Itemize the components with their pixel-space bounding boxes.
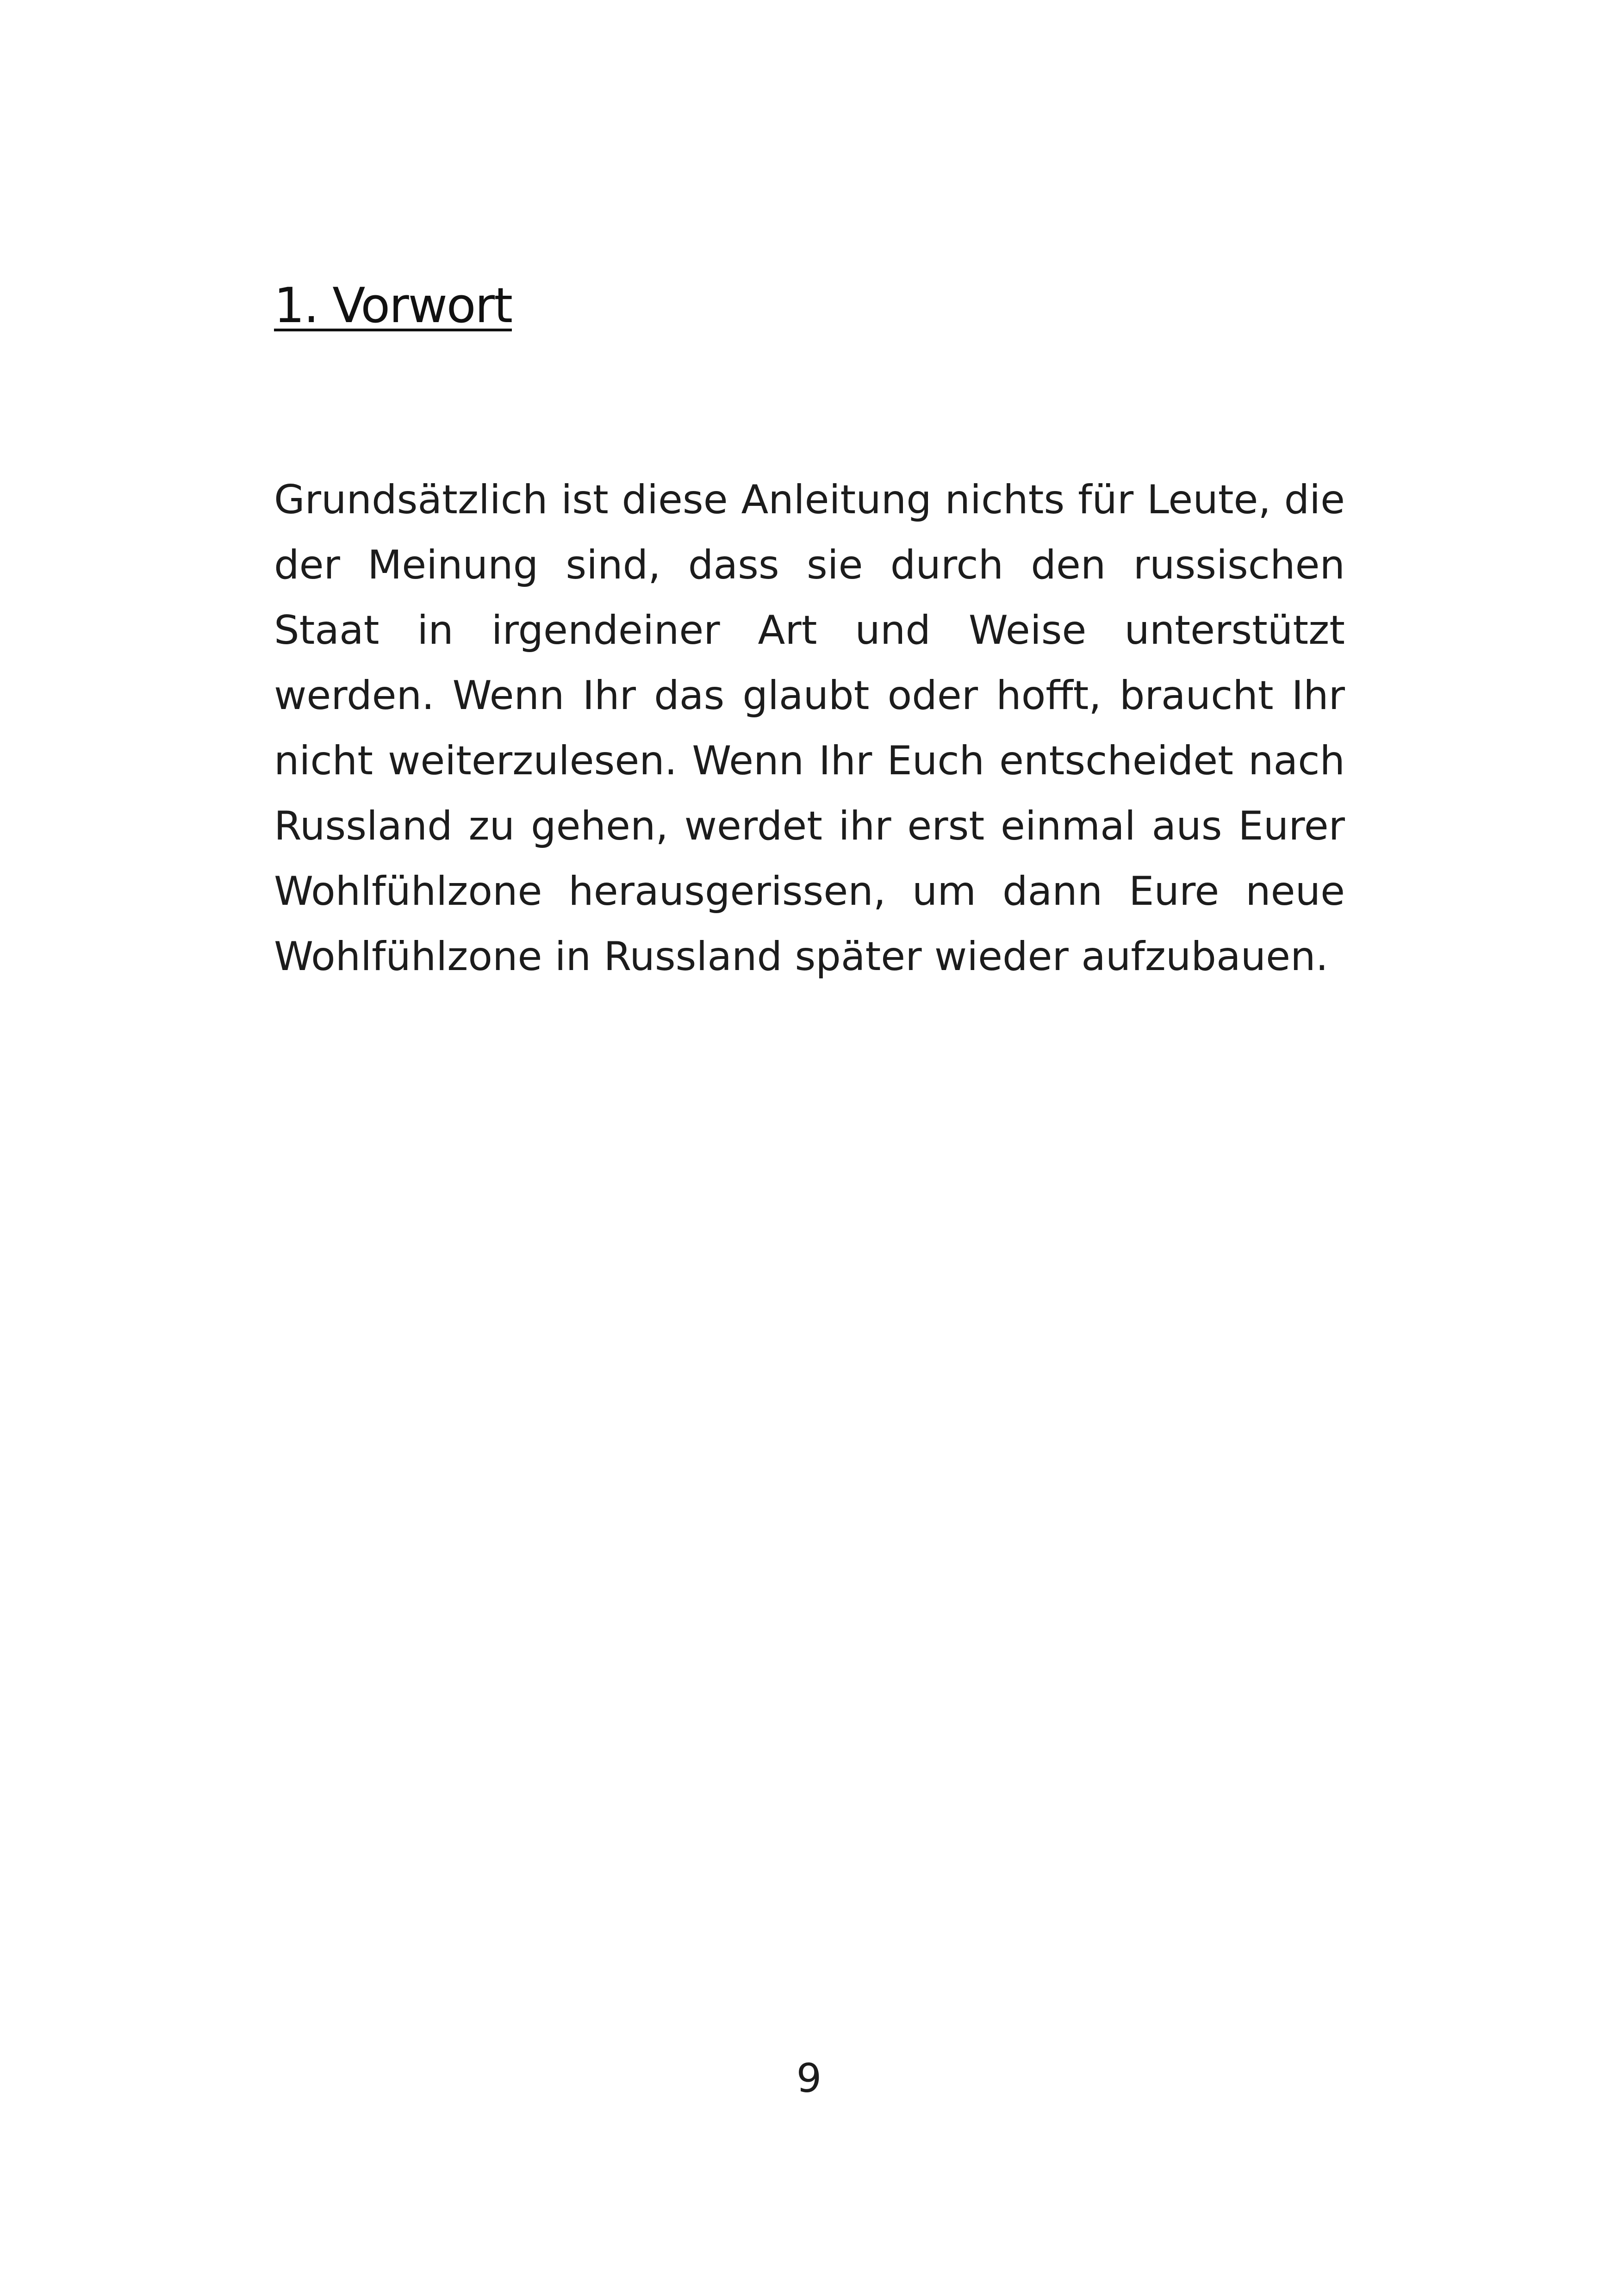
section-heading: 1. Vorwort (274, 277, 512, 334)
body-paragraph: Grundsätzlich ist diese Anleitung nichts für Leute, die der Meinung sind, dass sie durch den russischen Staat in irgendeiner Art und Weise unterstützt werden. Wenn Ihr das glaubt oder hofft, braucht Ihr nicht weiterzulesen. Wenn Ihr Euch entscheidet nach Russland zu gehen, werdet ihr erst einmal aus Eurer Wohlfühlzone herausgerissen, um dann Eure neue Wohlfühlzone in Russland später wieder aufzubauen. (274, 477, 1345, 980)
page-number: 9 (796, 2055, 822, 2102)
